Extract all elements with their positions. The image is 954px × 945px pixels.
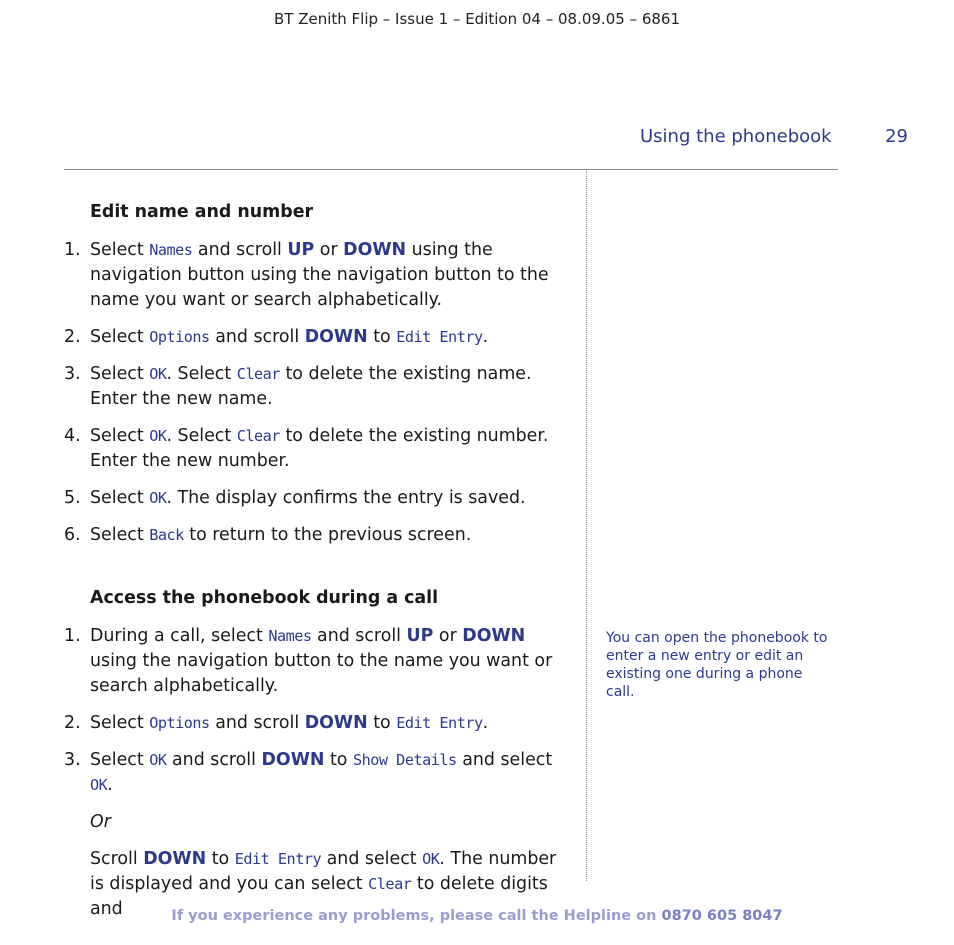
screen-text: Options: [149, 328, 210, 346]
step-number: 4.: [64, 426, 81, 446]
step-3: [64, 748, 574, 798]
key-down: DOWN: [143, 849, 207, 869]
step-2: [64, 325, 574, 350]
screen-text: Back: [149, 526, 184, 544]
text: to: [324, 750, 353, 770]
key-down: DOWN: [304, 713, 368, 733]
text: to: [367, 713, 397, 733]
main-column: [64, 200, 574, 922]
text: Select: [90, 426, 150, 446]
section-access-phonebook-during-call: [64, 586, 574, 922]
document-header: BT Zenith Flip – Issue 1 – Edition 04 – 08.09.05 – 6861: [273, 10, 680, 28]
helpline-number: 0870 605 8047: [661, 908, 783, 924]
text: Select: [90, 327, 150, 347]
screen-text: Names: [268, 627, 312, 645]
step-text: [90, 238, 574, 313]
text: Select: [90, 240, 150, 260]
text: and select: [321, 849, 423, 869]
text: Select: [90, 713, 150, 733]
text: Select: [90, 750, 150, 770]
text: and scroll: [166, 750, 262, 770]
screen-text: OK: [149, 427, 167, 445]
screen-text: OK: [149, 751, 167, 769]
step-number: 6.: [64, 525, 81, 545]
page-number: 29: [885, 126, 908, 147]
screen-text: OK: [149, 489, 167, 507]
header-rule: [64, 169, 838, 170]
text: or: [433, 626, 463, 646]
key-down: DOWN: [462, 626, 526, 646]
key-up: UP: [287, 240, 315, 260]
screen-text: Edit Entry: [234, 850, 322, 868]
step-number: 3.: [64, 750, 81, 770]
step-5: [64, 486, 574, 511]
step-number: 3.: [64, 364, 81, 384]
step-1: [64, 238, 574, 313]
text: Select: [90, 525, 150, 545]
step-text: [90, 486, 574, 511]
section-heading: Access the phonebook during a call: [90, 588, 439, 608]
screen-text: OK: [149, 365, 167, 383]
text: During a call, select: [90, 626, 269, 646]
step-4: [64, 424, 574, 474]
column-divider: [586, 171, 587, 881]
screen-text: Edit Entry: [396, 714, 483, 732]
text: .: [107, 775, 113, 795]
text: using the navigation button using the navigation button to the name you want or search alphabetically.: [90, 240, 549, 310]
text: to: [367, 327, 397, 347]
text: to delete the existing name. Enter the new name.: [90, 364, 532, 409]
section-edit-name-number: [64, 200, 574, 548]
text: . The number is displayed and you can select: [90, 849, 557, 894]
step-text: [90, 424, 574, 474]
key-down: DOWN: [261, 750, 325, 770]
step-number: 2.: [64, 713, 81, 733]
footer-text: If you experience any problems, please call the Helpline on: [171, 908, 662, 924]
text: . The display confirms the entry is saved.: [166, 488, 526, 508]
helpline-footer: [0, 908, 954, 924]
step-number: 5.: [64, 488, 81, 508]
or-separator: Or: [90, 812, 111, 832]
step-text: [90, 523, 574, 548]
screen-text: OK: [90, 776, 108, 794]
step-text: [90, 362, 574, 412]
screen-text: Clear: [236, 365, 280, 383]
key-up: UP: [406, 626, 434, 646]
screen-text: Edit Entry: [396, 328, 483, 346]
step-6: [64, 523, 574, 548]
text: and select: [456, 750, 553, 770]
screen-text: Names: [149, 241, 193, 259]
text: and scroll: [311, 626, 407, 646]
screen-text: OK: [422, 850, 440, 868]
text: to return to the previous screen.: [183, 525, 472, 545]
text: and scroll: [209, 327, 305, 347]
text: Select: [90, 364, 150, 384]
step-text: [90, 748, 574, 798]
text: to: [206, 849, 235, 869]
text: Select: [90, 488, 150, 508]
step-number: 2.: [64, 327, 81, 347]
text: and scroll: [192, 240, 288, 260]
text: . Select: [166, 426, 237, 446]
step-3: [64, 362, 574, 412]
text: using the navigation button to the name you want or search alphabetically.: [90, 651, 553, 696]
text: to delete digits and: [90, 874, 548, 919]
step-number: 1.: [64, 626, 81, 646]
text: Scroll: [90, 849, 144, 869]
step-2: [64, 711, 574, 736]
text: . Select: [166, 364, 237, 384]
step-text: [90, 624, 574, 699]
key-down: DOWN: [343, 240, 407, 260]
text: and scroll: [209, 713, 305, 733]
screen-text: Options: [149, 714, 210, 732]
step-text: [90, 325, 574, 350]
screen-text: Clear: [236, 427, 280, 445]
text: to delete the existing number. Enter the new number.: [90, 426, 549, 471]
running-head: Using the phonebook: [640, 126, 832, 147]
step-text: [90, 711, 574, 736]
key-down: DOWN: [304, 327, 368, 347]
text: or: [314, 240, 344, 260]
screen-text: Clear: [368, 875, 412, 893]
step-number: 1.: [64, 240, 81, 260]
screen-text: Show Details: [352, 751, 457, 769]
step-1: [64, 624, 574, 699]
text: .: [482, 327, 489, 347]
side-note: You can open the phonebook to enter a new entry or edit an existing one during a phone call.: [606, 630, 828, 700]
section-heading: Edit name and number: [90, 202, 314, 222]
text: .: [482, 713, 489, 733]
